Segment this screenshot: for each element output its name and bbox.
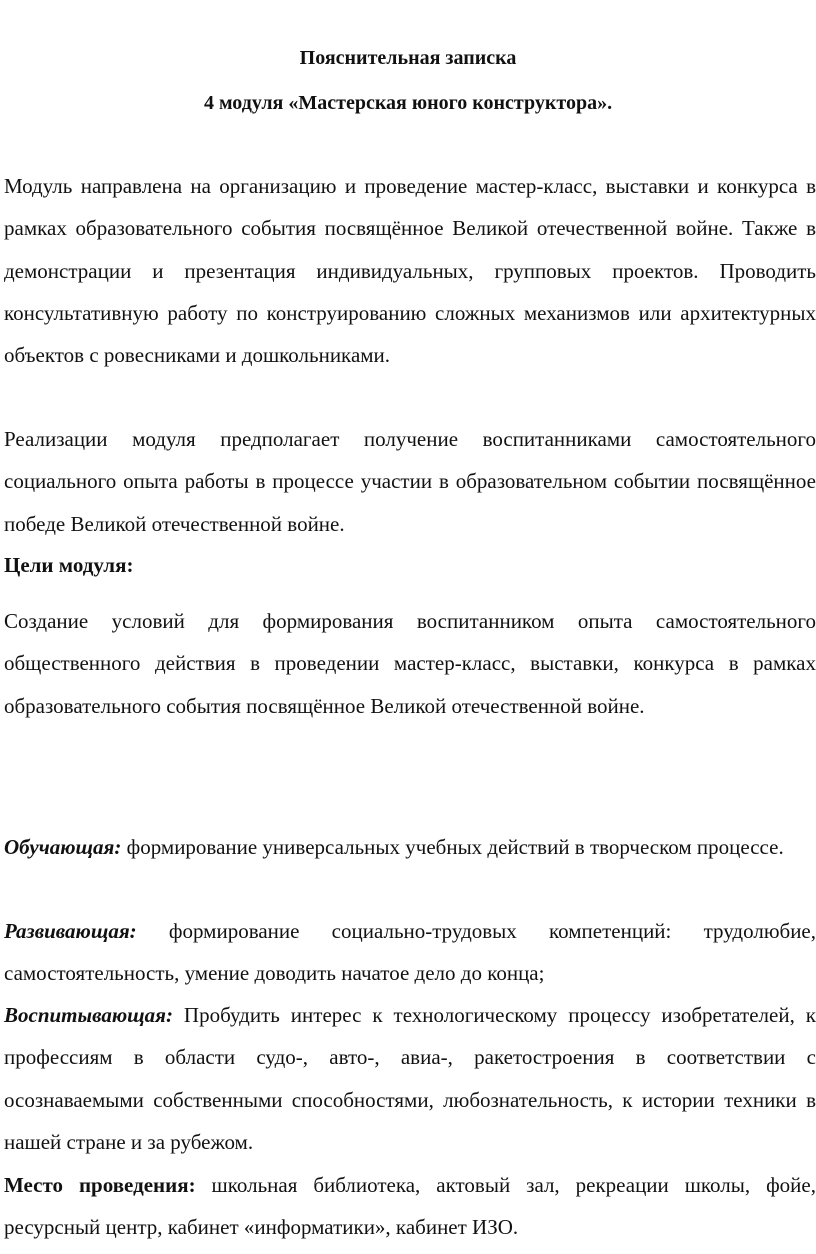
intro-paragraph: Модуль направлена на организацию и проведение мастер-класс, выставки и конкурса в рамках образовательного события посвящённое Великой отечественной войне. Также в демонстрации и презентация индивидуальных, групповых проектов. Проводить консультативную работу по конструированию сложных механизмов или архитектурных объектов с ровесниками и дошкольниками. bbox=[4, 174, 816, 368]
venue-label: Место проведения: bbox=[4, 1173, 196, 1197]
goals-heading: Цели модуля: bbox=[4, 553, 134, 577]
venue-paragraph bbox=[4, 1164, 816, 1249]
task-educating bbox=[4, 994, 816, 1163]
document-subtitle: 4 модуля «Мастерская юного конструктора». bbox=[203, 92, 613, 114]
task-educating-label: Воспитывающая: bbox=[4, 1003, 173, 1027]
task-teaching-label: Обучающая: bbox=[4, 835, 122, 859]
task-developing bbox=[4, 910, 816, 995]
task-developing-text: формирование социально-трудовых компетенций: трудолюбие, самостоятельность, умение доводить начатое дело до конца; bbox=[4, 919, 816, 986]
goals-paragraph: Создание условий для формирования воспитанником опыта самостоятельного общественного действия в проведении мастер-класс, выставки, конкурса в рамках образовательного события посвящённое Великой отечественной войне. bbox=[4, 609, 816, 718]
task-educating-text: Пробудить интерес к технологическому процессу изобретателей, к профессиям в области судо-, авто-, авиа-, ракетостроения в соответствии с осознаваемыми собственными способностями, любознательность, к истории техники в нашей стране и за рубежом. bbox=[4, 1003, 816, 1154]
venue-text: школьная библиотека, актовый зал, рекреации школы, фойе, ресурсный центр, кабинет «информатики», кабинет ИЗО. bbox=[4, 1173, 816, 1240]
task-teaching bbox=[4, 826, 816, 868]
document-title: Пояснительная записка bbox=[299, 47, 517, 69]
realization-paragraph: Реализации модуля предполагает получение воспитанниками самостоятельного социального опыта работы в процессе участии в образовательном событии посвящённое победе Великой отечественной войне. bbox=[4, 427, 816, 536]
task-teaching-text: формирование универсальных учебных действий в творческом процессе. bbox=[121, 835, 784, 859]
task-developing-label: Развивающая: bbox=[4, 919, 137, 943]
